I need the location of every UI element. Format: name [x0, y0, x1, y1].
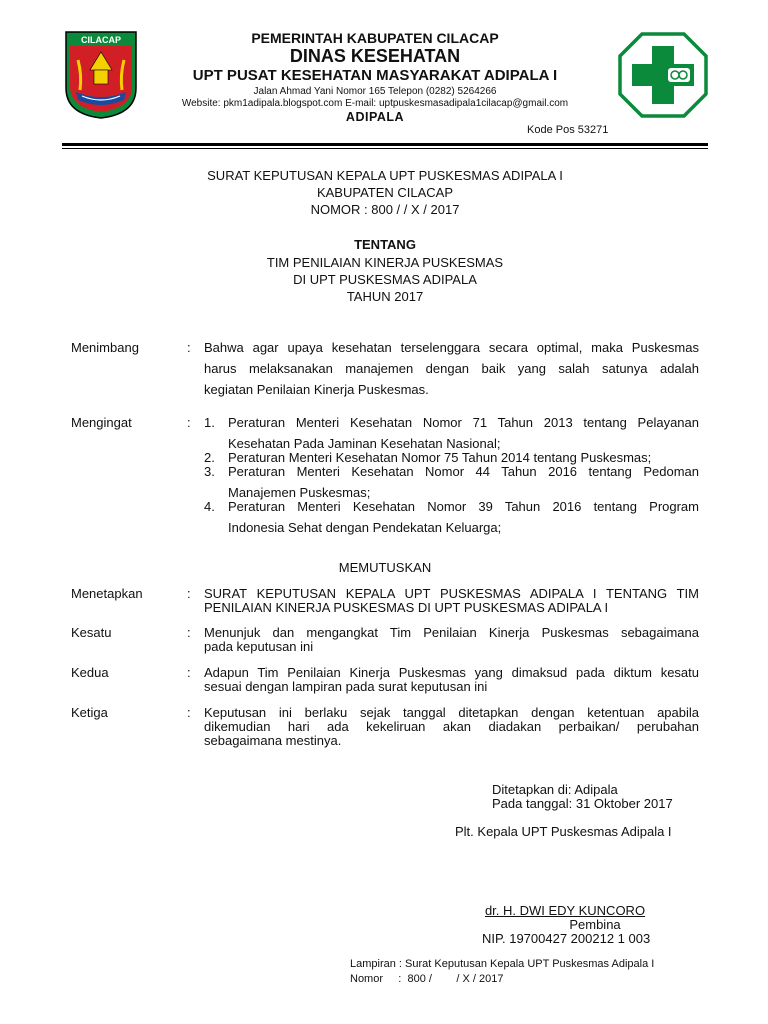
cilacap-regency-emblem-icon	[64, 30, 138, 120]
kesatu-label: Kesatu	[71, 625, 112, 640]
header-website: Website: pkm1adipala.blogspot.com E-mail: uptpuskesmasadipala1cilacap@gmail.com	[181, 98, 569, 109]
signature-date: Pada tanggal: 31 Oktober 2017	[492, 796, 673, 811]
menetapkan-line2: PENILAIAN KINERJA PUSKESMAS DI UPT PUSKESMAS ADIPALA I	[204, 600, 609, 615]
memutuskan-heading: MEMUTUSKAN	[338, 560, 432, 575]
lampiran-line2: Nomor : 800 / / X / 2017	[350, 973, 504, 985]
title-subject1: TIM PENILAIAN KINERJA PUSKESMAS	[266, 255, 504, 270]
svg-text:CILACAP: CILACAP	[81, 35, 121, 45]
kedua-colon: :	[187, 665, 191, 680]
mengingat-item-text-cont: Kesehatan Pada Jaminan Kesehatan Nasional;	[228, 436, 501, 451]
signatory-nip: NIP. 19700427 200212 1 003	[482, 931, 651, 946]
mengingat-item-text-cont: Manajemen Puskesmas;	[228, 485, 371, 500]
menetapkan-label: Menetapkan	[71, 586, 143, 601]
letterhead-rule-thick	[62, 143, 708, 146]
mengingat-item-number: 4.	[204, 499, 215, 514]
menimbang-line3: kegiatan Penilaian Kinerja Puskesmas.	[204, 382, 429, 397]
kedua-line1: Adapun Tim Penilaian Kinerja Puskesmas yang dimaksud pada diktum kesatu	[204, 665, 699, 680]
header-city: ADIPALA	[345, 110, 405, 124]
ketiga-label: Ketiga	[71, 705, 108, 720]
menimbang-label: Menimbang	[71, 340, 139, 355]
mengingat-item-number: 1.	[204, 415, 215, 430]
title-tentang: TENTANG	[354, 237, 416, 252]
ketiga-line1: Keputusan ini berlaku sejak tanggal ditetapkan dengan ketentuan apabila	[204, 705, 699, 720]
mengingat-item-text: Peraturan Menteri Kesehatan Nomor 44 Tahun 2016 tentang Pedoman	[228, 464, 699, 479]
title-line2: KABUPATEN CILACAP	[316, 185, 454, 200]
kesatu-line2: pada keputusan ini	[204, 639, 314, 654]
title-nomor: NOMOR : 800 / / X / 2017	[310, 202, 460, 217]
kesatu-line1: Menunjuk dan mengangkat Tim Penilaian Kinerja Puskesmas sebagaimana	[204, 625, 699, 640]
menimbang-line1: Bahwa agar upaya kesehatan terselenggara secara optimal, maka Puskesmas	[204, 340, 699, 355]
mengingat-colon: :	[187, 415, 191, 430]
header-government: PEMERINTAH KABUPATEN CILACAP	[251, 30, 499, 46]
menetapkan-colon: :	[187, 586, 191, 601]
ketiga-line3: sebagaimana mestinya.	[204, 733, 342, 748]
mengingat-item-text: Peraturan Menteri Kesehatan Nomor 39 Tahun 2016 tentang Program	[228, 499, 699, 514]
menimbang-colon: :	[187, 340, 191, 355]
header-address: Jalan Ahmad Yani Nomor 165 Telepon (0282) 5264266	[253, 86, 497, 97]
kesatu-colon: :	[187, 625, 191, 640]
mengingat-item-number: 3.	[204, 464, 215, 479]
mengingat-item-text: Peraturan Menteri Kesehatan Nomor 71 Tahun 2013 tentang Pelayanan	[228, 415, 699, 430]
header-unit: UPT PUSAT KESEHATAN MASYARAKAT ADIPALA I	[192, 67, 558, 84]
title-subject3: TAHUN 2017	[346, 289, 424, 304]
signature-position: Plt. Kepala UPT Puskesmas Adipala I	[455, 824, 672, 839]
mengingat-item-text: Peraturan Menteri Kesehatan Nomor 75 Tahun 2014 tentang Puskesmas;	[228, 450, 652, 465]
signature-place: Ditetapkan di: Adipala	[492, 782, 618, 797]
ketiga-colon: :	[187, 705, 191, 720]
header-postal-code: Kode Pos 53271	[527, 124, 609, 136]
ketiga-line2: dikemudian hari ada kekeliruan akan diadakan perbaikan/ perubahan	[204, 719, 699, 734]
signatory-name: dr. H. DWI EDY KUNCORO	[484, 903, 646, 918]
header-department: DINAS KESEHATAN	[289, 46, 461, 66]
letterhead-rule-thin	[62, 148, 708, 149]
title-line1: SURAT KEPUTUSAN KEPALA UPT PUSKESMAS ADIPALA I	[207, 168, 563, 183]
mengingat-label: Mengingat	[71, 415, 132, 430]
menetapkan-line1: SURAT KEPUTUSAN KEPALA UPT PUSKESMAS ADIPALA I TENTANG TIM	[204, 586, 699, 601]
puskesmas-cross-emblem-icon	[618, 32, 708, 118]
kedua-line2: sesuai dengan lampiran pada surat keputusan ini	[204, 679, 488, 694]
menimbang-line2: harus melaksanakan manajemen dengan baik yang salah satunya adalah	[204, 361, 699, 376]
mengingat-item-text-cont: Indonesia Sehat dengan Pendekatan Keluarga;	[228, 520, 502, 535]
mengingat-item-number: 2.	[204, 450, 215, 465]
kedua-label: Kedua	[71, 665, 109, 680]
lampiran-line1: Lampiran : Surat Keputusan Kepala UPT Puskesmas Adipala I	[350, 958, 655, 970]
title-subject2: DI UPT PUSKESMAS ADIPALA	[293, 272, 477, 287]
signatory-rank: Pembina	[569, 917, 621, 932]
